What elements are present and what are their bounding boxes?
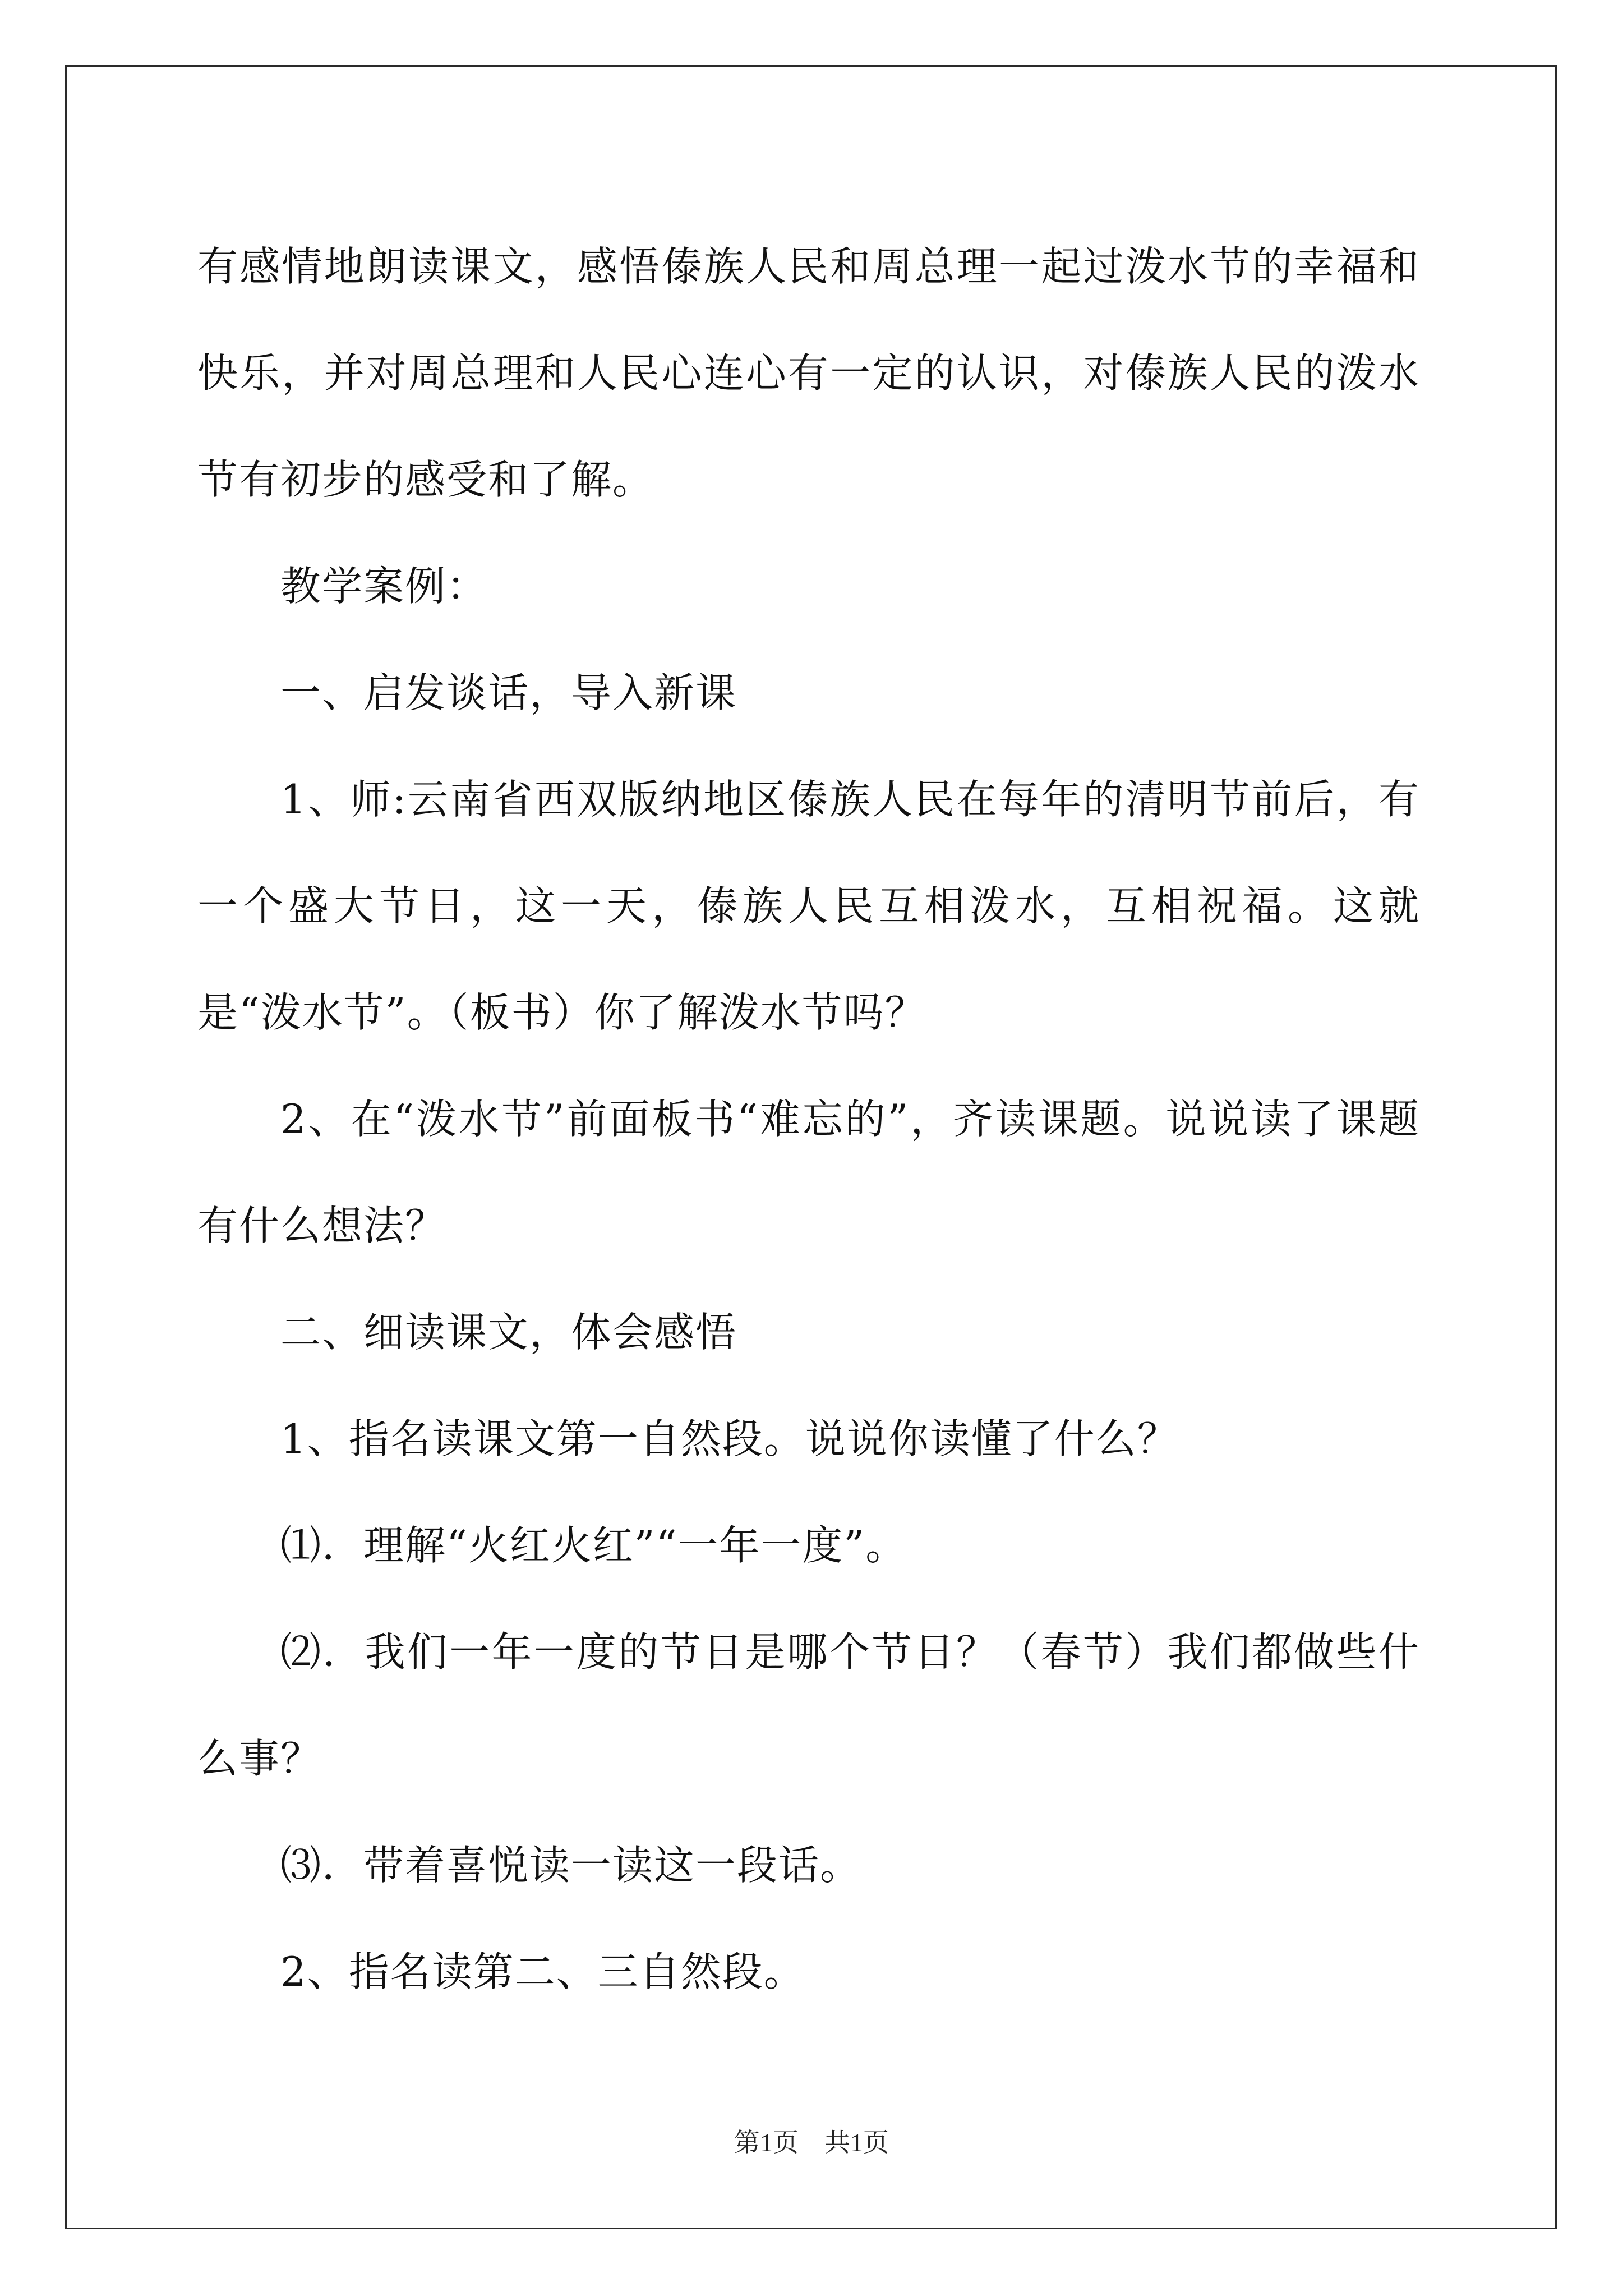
- paragraph-10: ⑶．带着喜悦读一读这一段话。: [280, 1842, 862, 1889]
- page-footer: 第1页 共1页: [734, 2128, 889, 2157]
- paragraph-11: 2、指名读第二、三自然段。: [280, 1948, 805, 1995]
- paragraph-4: 1、师:云南省西双版纳地区傣族人民在每年的清明节前后，有一个盛大节日，这一天，傣族人民互相泼水，互相祝福。这就是“泼水节”。（板书）你了解泼水节吗？: [197, 776, 1420, 1036]
- paragraph-6: 二、细读课文，体会感悟: [280, 1309, 737, 1356]
- paragraph-2: 教学案例：: [280, 563, 488, 610]
- paragraph-8: ⑴．理解“火红火红”“一年一度”。: [280, 1522, 907, 1569]
- paragraph-1: 有感情地朗读课文，感悟傣族人民和周总理一起过泼水节的幸福和快乐，并对周总理和人民心连心有一定的认识，对傣族人民的泼水节有初步的感受和了解。: [197, 243, 1420, 503]
- paragraph-9: ⑵．我们一年一度的节日是哪个节日？（春节）我们都做些什么事？: [197, 1628, 1420, 1782]
- paragraph-7: 1、指名读课文第一自然段。说说你读懂了什么？: [280, 1415, 1179, 1462]
- document-body: [197, 213, 1420, 2025]
- paragraph-5: 2、在“泼水节”前面板书“难忘的”，齐读课题。说说读了课题有什么想法？: [197, 1096, 1420, 1249]
- paragraph-3: 一、启发谈话，导入新课: [280, 669, 737, 716]
